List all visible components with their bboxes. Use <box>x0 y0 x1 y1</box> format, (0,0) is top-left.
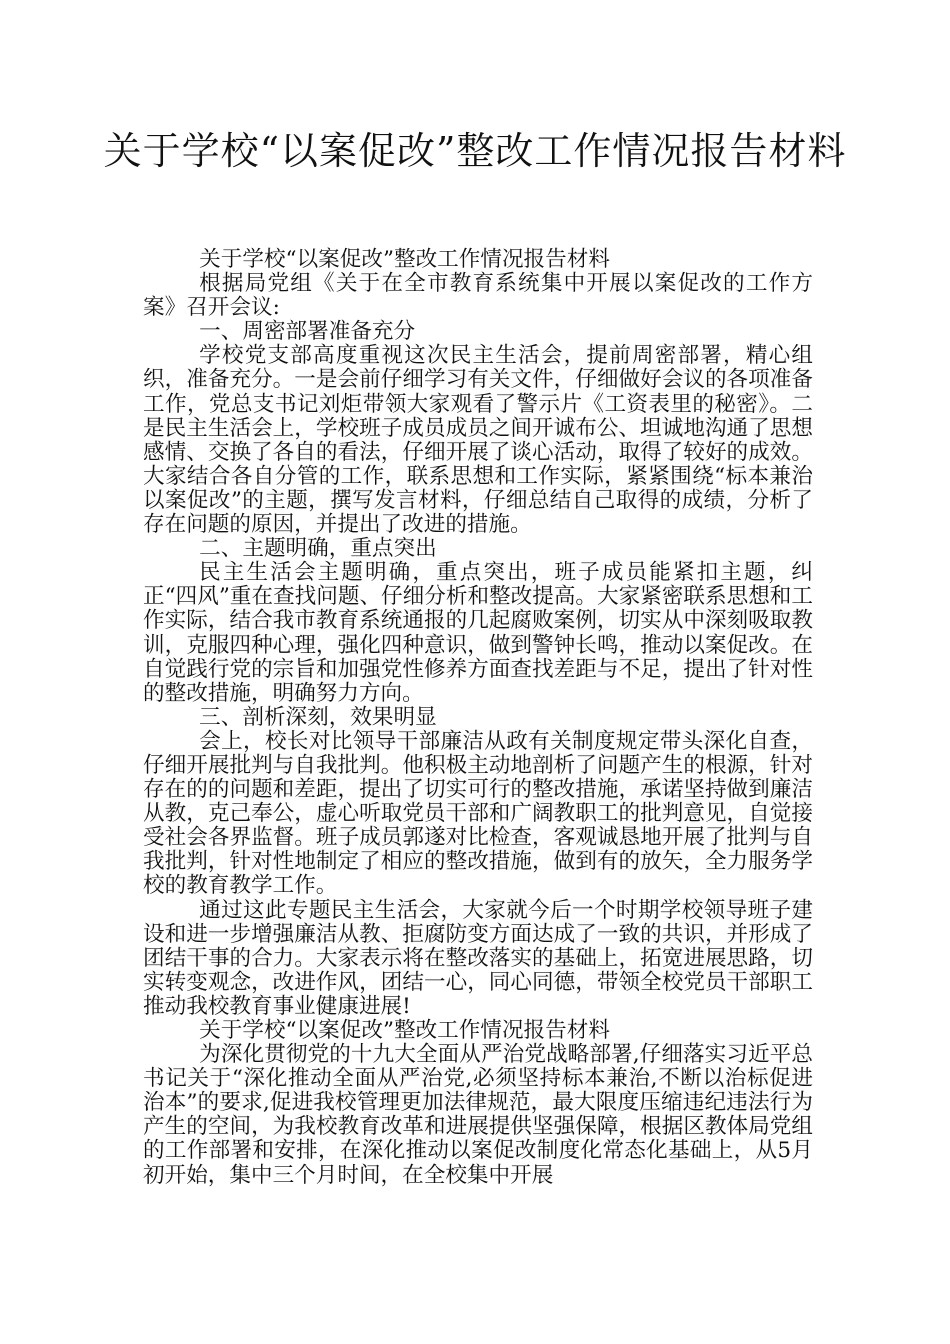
document-body <box>143 248 813 1188</box>
section-heading-1: 一、周密部署准备充分 <box>199 319 416 345</box>
section-heading-3: 三、剖析深刻，效果明显 <box>199 704 437 730</box>
paragraph-intro: 根据局党组《关于在全市教育系统集中开展以案促改的工作方案》召开会议: <box>143 271 813 321</box>
paragraph-section-2: 民主生活会主题明确，重点突出，班子成员能紧扣主题，纠正“四风”重在查找问题、仔细分析和整改提高。大家紧密联系思想和工作实际，结合我市教育系统通报的几起腐败案例，切实从中深刻吸取教训，克服四种心理，强化四种意识，做到警钟长鸣，推动以案促改。在自觉践行党的宗旨和加强党性修养方面查找差距与不足，提出了针对性的整改措施，明确努力方向。 <box>143 560 813 706</box>
document-title: 关于学校“以案促改”整改工作情况报告材料 <box>103 129 847 173</box>
paragraph-part-2-intro: 为深化贯彻党的十九大全面从严治党战略部署,仔细落实习近平总书记关于“深化推动全面从严治党,必须坚持标本兼治,不断以治标促进治本”的要求,促进我校管理更加法律规范，最大限度压缩违纪违法行为产生的空间，为我校教育改革和进展提供坚强保障，根据区教体局党组的工作部署和安排，在深化推动以案促改制度化常态化基础上，从5月初开始，集中三个月时间，在全校集中开展 <box>143 1042 813 1188</box>
paragraph-subtitle: 关于学校“以案促改”整改工作情况报告材料 <box>199 247 610 272</box>
paragraph-subtitle-2: 关于学校“以案促改”整改工作情况报告材料 <box>199 1018 610 1043</box>
paragraph-section-1: 学校党支部高度重视这次民主生活会，提前周密部署，精心组织，准备充分。一是会前仔细学习有关文件，仔细做好会议的各项准备工作，党总支书记刘炬带领大家观看了警示片《工资表里的秘密》。二是民主生活会上，学校班子成员成员之间开诚布公、坦诚地沟通了思想感情、交换了各自的看法，仔细开展了谈心活动，取得了较好的成效。大家结合各自分管的工作，联系思想和工作实际，紧紧围绕“标本兼治以案促改”的主题，撰写发言材料，仔细总结自己取得的成绩，分析了存在问题的原因，并提出了改进的措施。 <box>143 343 813 538</box>
section-heading-2: 二、主题明确，重点突出 <box>199 536 437 562</box>
paragraph-conclusion: 通过这此专题民主生活会，大家就今后一个时期学校领导班子建设和进一步增强廉洁从教、拒腐防变方面达成了一致的共识，并形成了团结干事的合力。大家表示将在整改落实的基础上，拓宽进展思路，切实转变观念，改进作风，团结一心，同心同德，带领全校党员干部职工推动我校教育事业健康进展! <box>143 897 813 1019</box>
paragraph-section-3: 会上，校长对比领导干部廉洁从政有关制度规定带头深化自查，仔细开展批判与自我批判。他积极主动地剖析了问题产生的根源，针对存在的的问题和差距，提出了切实可行的整改措施，承诺坚持做到廉洁从教，克己奉公，虚心听取党员干部和广阔教职工的批判意见，自觉接受社会各界监督。班子成员郭遂对比检查，客观诚恳地开展了批判与自我批判，针对性地制定了相应的整改措施，做到有的放矢，全力服务学校的教育教学工作。 <box>143 728 813 899</box>
